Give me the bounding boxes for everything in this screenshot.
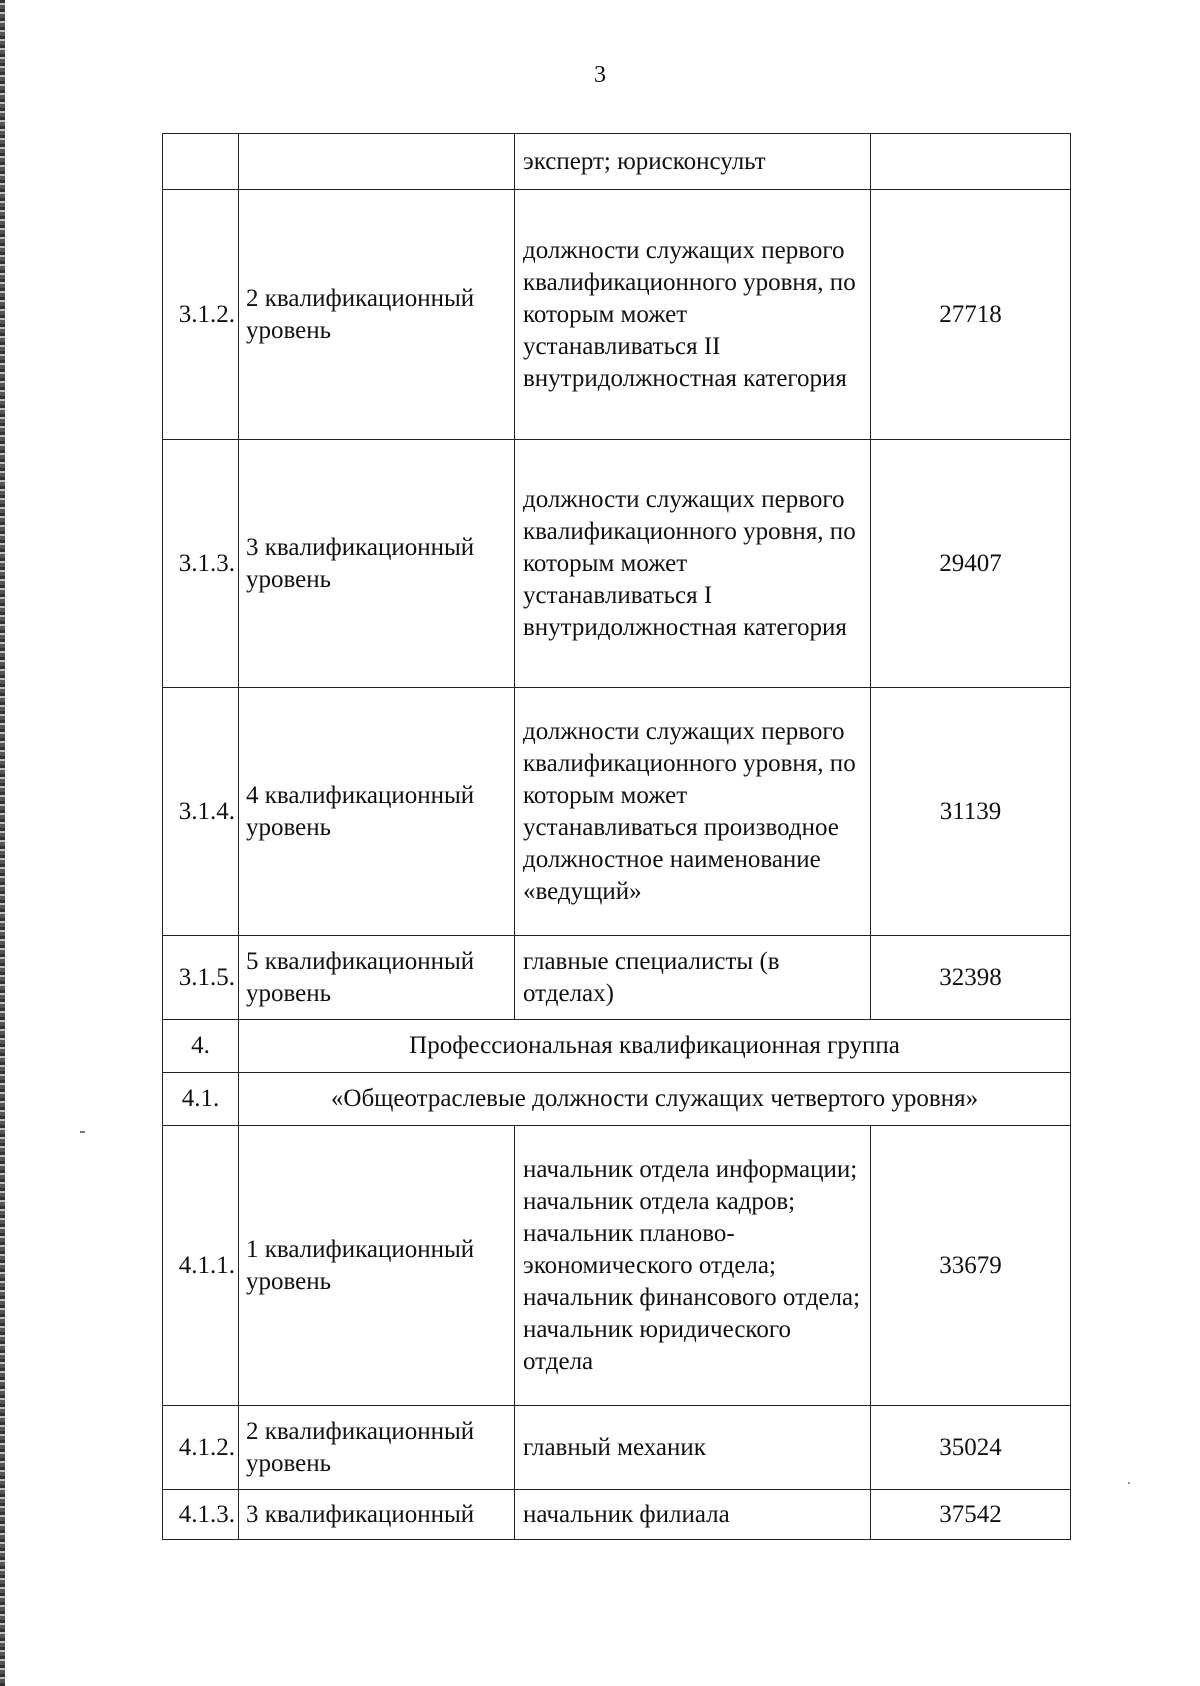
qualification-level: 2 квалификационный уровень [239,1406,515,1490]
salary-value: 31139 [871,688,1071,936]
group-title: Профессиональная квалификационная группа [239,1020,1071,1073]
table-row [163,134,1071,190]
position-list: главный механик [515,1406,871,1490]
position-list: должности служащих первого квалификационного уровня, по которым может устанавливаться II внутридолжностная категория [515,190,871,440]
salary-value: 37542 [871,1490,1071,1540]
qualification-level: 3 квалификационный уровень [239,440,515,688]
qualification-level: 4 квалификационный уровень [239,688,515,936]
group-header-row [163,1073,1071,1126]
salary-value: 35024 [871,1406,1071,1490]
qualification-level [239,134,515,190]
position-list: должности служащих первого квалификационного уровня, по которым может устанавливаться производное должностное наименование «ведущий» [515,688,871,936]
table-row [163,1406,1071,1490]
qualification-level: 5 квалификационный уровень [239,936,515,1020]
row-number: 3.1.4. [163,688,239,936]
group-header-row [163,1020,1071,1073]
position-list: начальник отдела информации; начальник отдела кадров; начальник планово-экономического отдела; начальник финансового отдела; начальник юридического отдела [515,1126,871,1406]
row-number: 4.1. [163,1073,239,1126]
row-number: 4.1.3. [163,1490,239,1540]
position-list: начальник филиала [515,1490,871,1540]
row-number [163,134,239,190]
table-row [163,688,1071,936]
page-number: 3 [594,62,606,88]
position-list: должности служащих первого квалификационного уровня, по которым может устанавливаться I внутридолжностная категория [515,440,871,688]
row-number: 3.1.5. [163,936,239,1020]
salary-table [162,133,1071,1540]
salary-value [871,134,1071,190]
position-list: главные специалисты (в отделах) [515,936,871,1020]
scan-speck [1128,1482,1130,1484]
salary-value: 33679 [871,1126,1071,1406]
scan-edge [0,0,5,1686]
qualification-level: 2 квалификационный уровень [239,190,515,440]
row-number: 3.1.2. [163,190,239,440]
table-row [163,190,1071,440]
row-number: 4.1.2. [163,1406,239,1490]
row-number: 3.1.3. [163,440,239,688]
salary-value: 29407 [871,440,1071,688]
table-row [163,1126,1071,1406]
scan-speck [80,1131,85,1133]
qualification-level: 1 квалификационный уровень [239,1126,515,1406]
salary-value: 27718 [871,190,1071,440]
group-title: «Общеотраслевые должности служащих четвертого уровня» [239,1073,1071,1126]
position-list: эксперт; юрисконсульт [515,134,871,190]
table-row [163,440,1071,688]
salary-value: 32398 [871,936,1071,1020]
qualification-level: 3 квалификационный [239,1490,515,1540]
row-number: 4. [163,1020,239,1073]
table-row [163,1490,1071,1540]
row-number: 4.1.1. [163,1126,239,1406]
table-row [163,936,1071,1020]
